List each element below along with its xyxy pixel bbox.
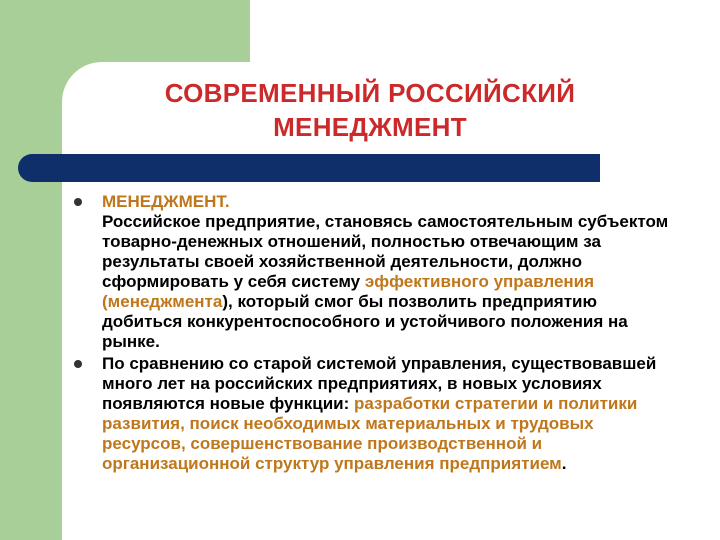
bullet-heading: МЕНЕДЖМЕНТ. (102, 192, 230, 211)
slide-title (90, 76, 650, 144)
title-divider-band (18, 154, 600, 182)
title-line-1: СОВРЕМЕННЫЙ РОССИЙСКИЙ (164, 78, 576, 108)
bullet-text-b: ), который смог бы позволить предприятию добиться конкурентоспособного и устойчивого положения на рынке. (102, 292, 628, 351)
bullet-dot-icon (74, 198, 82, 206)
bullet-item-2 (70, 354, 670, 474)
bullet-list (70, 192, 670, 476)
bullet-text-b: . (561, 454, 567, 473)
bullet-text-a: Российское предприятие, становясь самостоятельным субъектом товарно-денежных отношений, полностью отвечающим за результаты своей хозяйственной деятельности, должно сформировать у себя систему (102, 212, 669, 291)
bullet-text-a: По сравнению со старой системой управления, существовавшей много лет на российских предприятиях, в новых условиях появляются новые функции: (102, 354, 657, 413)
bullet-dot-icon (74, 360, 82, 368)
bullet-item-1 (70, 192, 670, 352)
bullet-highlight: эффективного управления (менеджмента (102, 272, 595, 311)
bullet-highlight: разработки стратегии и политики развития, поиск необходимых материальных и трудовых ресурсов, совершенствование производственной и организационной структур управления предприятием (102, 394, 638, 473)
title-line-2: МЕНЕДЖМЕНТ (273, 112, 467, 142)
